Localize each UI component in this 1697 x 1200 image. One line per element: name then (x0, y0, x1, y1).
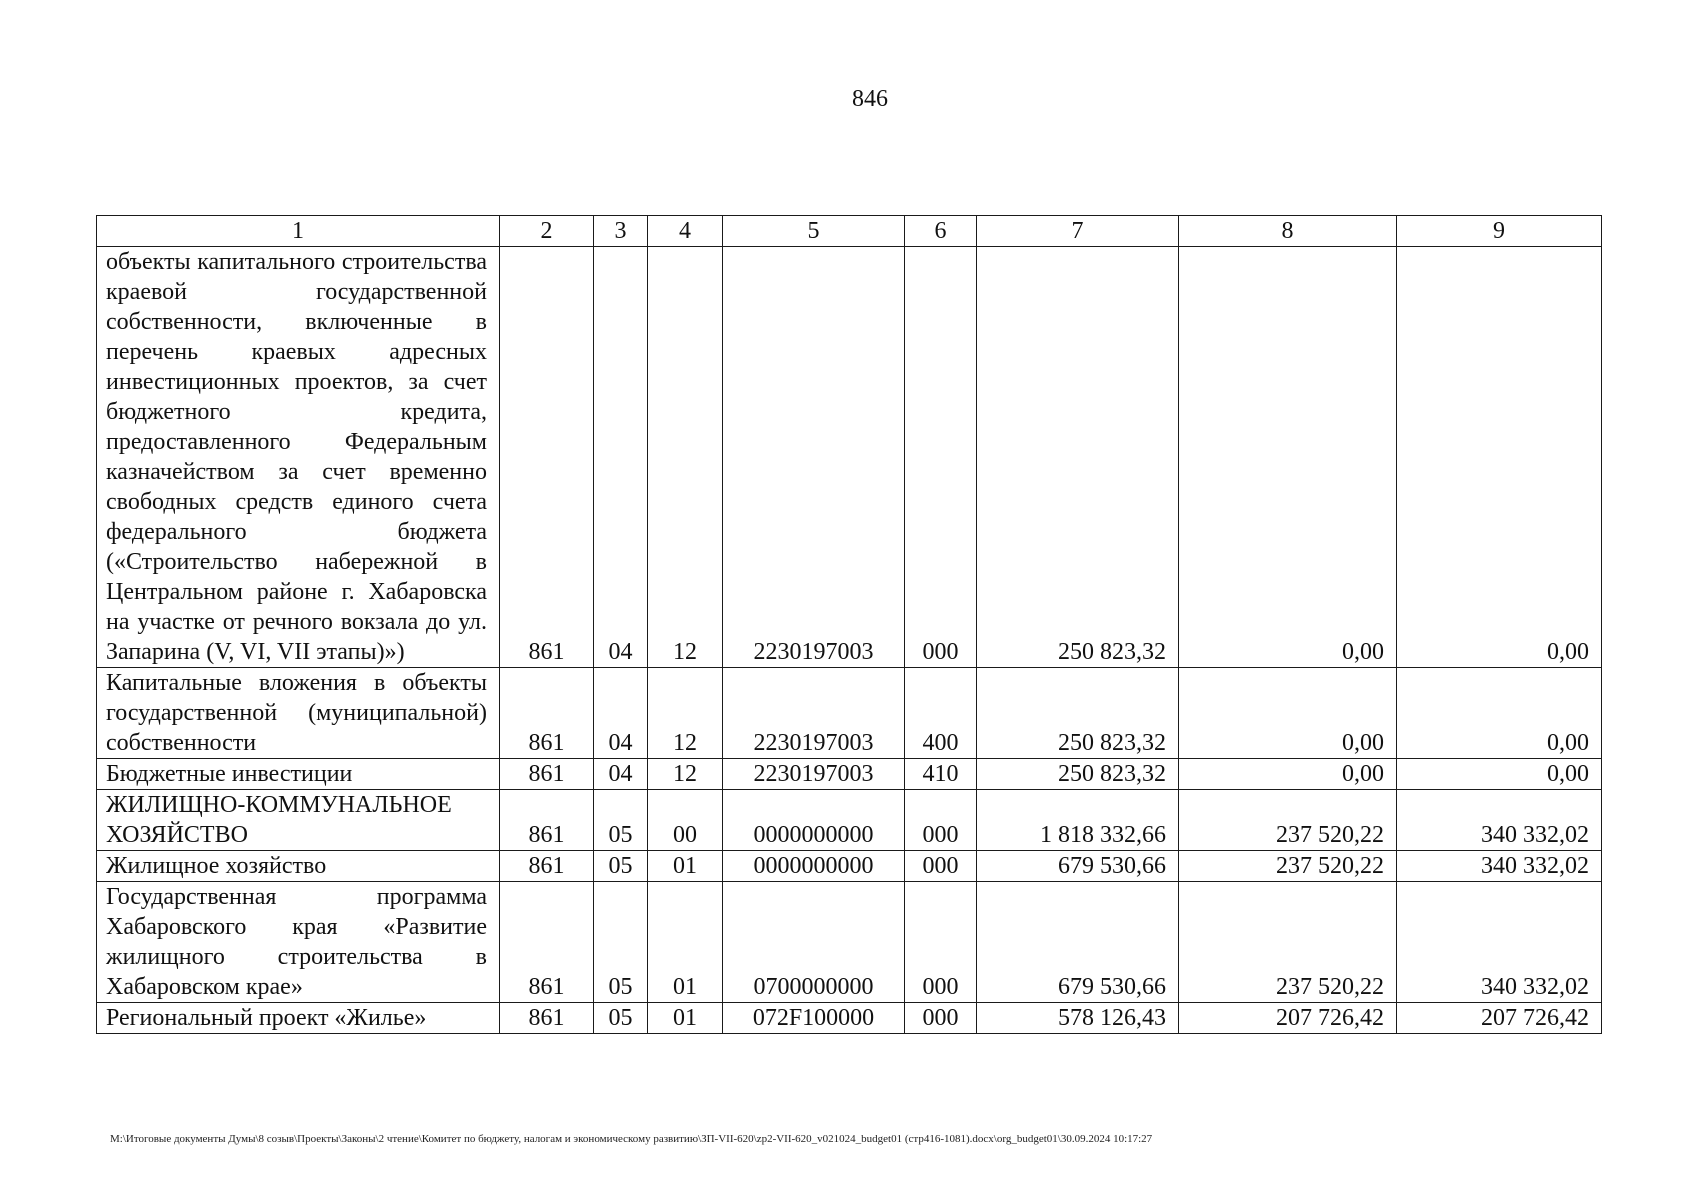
amount-year3-cell: 0,00 (1397, 247, 1602, 668)
amount-year3-cell: 0,00 (1397, 668, 1602, 759)
target-article-cell: 2230197003 (723, 759, 905, 790)
expense-type-cell: 410 (905, 759, 977, 790)
row-name-cell: Бюджетные инвестиции (97, 759, 500, 790)
document-path-footer: M:\Итоговые документы Думы\8 созыв\Проекты\Законы\2 чтение\Комитет по бюджету, налогам и экономическому развитию\ЗП-VII-620\zp2-VII-620_v021024_budget01 (стр416-1081).docx\org_budget01\30.09.2024 10:17:27 (110, 1133, 1153, 1145)
column-header: 7 (977, 216, 1179, 247)
row-name-cell: Государственная программа Хабаровского края «Развитие жилищного строительства в Хабаровском крае» (97, 882, 500, 1003)
section-cell: 05 (594, 1003, 648, 1034)
grbs-cell: 861 (500, 668, 594, 759)
target-article-cell: 2230197003 (723, 668, 905, 759)
subsection-cell: 12 (648, 668, 723, 759)
subsection-cell: 01 (648, 882, 723, 1003)
grbs-cell: 861 (500, 882, 594, 1003)
table-row (97, 668, 1602, 759)
subsection-cell: 01 (648, 1003, 723, 1034)
row-name-cell: Региональный проект «Жилье» (97, 1003, 500, 1034)
table-row (97, 790, 1602, 851)
table-row (97, 1003, 1602, 1034)
column-header: 1 (97, 216, 500, 247)
column-header: 9 (1397, 216, 1602, 247)
amount-year1-cell: 1 818 332,66 (977, 790, 1179, 851)
page-number: 846 (852, 86, 888, 112)
amount-year3-cell: 207 726,42 (1397, 1003, 1602, 1034)
expense-type-cell: 000 (905, 247, 977, 668)
grbs-cell: 861 (500, 851, 594, 882)
target-article-cell: 0000000000 (723, 790, 905, 851)
column-header: 6 (905, 216, 977, 247)
amount-year1-cell: 250 823,32 (977, 247, 1179, 668)
section-cell: 04 (594, 247, 648, 668)
row-name-cell: ЖИЛИЩНО-КОММУНАЛЬНОЕ ХОЗЯЙСТВО (97, 790, 500, 851)
subsection-cell: 12 (648, 247, 723, 668)
section-cell: 05 (594, 851, 648, 882)
row-name-cell: Жилищное хозяйство (97, 851, 500, 882)
section-cell: 05 (594, 882, 648, 1003)
table-row (97, 851, 1602, 882)
amount-year1-cell: 250 823,32 (977, 759, 1179, 790)
target-article-cell: 0000000000 (723, 851, 905, 882)
grbs-cell: 861 (500, 790, 594, 851)
column-header: 2 (500, 216, 594, 247)
grbs-cell: 861 (500, 247, 594, 668)
amount-year3-cell: 0,00 (1397, 759, 1602, 790)
amount-year2-cell: 237 520,22 (1179, 882, 1397, 1003)
section-cell: 05 (594, 790, 648, 851)
row-name-cell: Капитальные вложения в объекты государственной (муниципальной) собственности (97, 668, 500, 759)
amount-year2-cell: 237 520,22 (1179, 790, 1397, 851)
target-article-cell: 072F100000 (723, 1003, 905, 1034)
amount-year2-cell: 207 726,42 (1179, 1003, 1397, 1034)
amount-year2-cell: 0,00 (1179, 247, 1397, 668)
amount-year2-cell: 0,00 (1179, 668, 1397, 759)
subsection-cell: 01 (648, 851, 723, 882)
grbs-cell: 861 (500, 759, 594, 790)
column-header: 3 (594, 216, 648, 247)
expense-type-cell: 000 (905, 790, 977, 851)
amount-year1-cell: 578 126,43 (977, 1003, 1179, 1034)
table-row (97, 759, 1602, 790)
amount-year1-cell: 679 530,66 (977, 882, 1179, 1003)
section-cell: 04 (594, 759, 648, 790)
amount-year3-cell: 340 332,02 (1397, 851, 1602, 882)
section-cell: 04 (594, 668, 648, 759)
amount-year1-cell: 679 530,66 (977, 851, 1179, 882)
subsection-cell: 12 (648, 759, 723, 790)
column-header: 8 (1179, 216, 1397, 247)
table-row (97, 882, 1602, 1003)
expense-type-cell: 000 (905, 851, 977, 882)
subsection-cell: 00 (648, 790, 723, 851)
amount-year3-cell: 340 332,02 (1397, 882, 1602, 1003)
budget-table (96, 215, 1602, 1034)
expense-type-cell: 000 (905, 882, 977, 1003)
row-name-cell: объекты капитального строительства краевой государственной собственности, включенные в перечень краевых адресных инвестиционных проектов, за счет бюджетного кредита, предоставленного Федеральным казначейством за счет временно свободных средств единого счета федерального бюджета («Строительство набережной в Центральном районе г. Хабаровска на участке от речного вокзала до ул. Запарина (V, VI, VII этапы)») (97, 247, 500, 668)
table-header-row (97, 216, 1602, 247)
grbs-cell: 861 (500, 1003, 594, 1034)
table-row (97, 247, 1602, 668)
target-article-cell: 2230197003 (723, 247, 905, 668)
amount-year3-cell: 340 332,02 (1397, 790, 1602, 851)
column-header: 5 (723, 216, 905, 247)
target-article-cell: 0700000000 (723, 882, 905, 1003)
amount-year2-cell: 237 520,22 (1179, 851, 1397, 882)
expense-type-cell: 000 (905, 1003, 977, 1034)
expense-type-cell: 400 (905, 668, 977, 759)
amount-year2-cell: 0,00 (1179, 759, 1397, 790)
column-header: 4 (648, 216, 723, 247)
amount-year1-cell: 250 823,32 (977, 668, 1179, 759)
